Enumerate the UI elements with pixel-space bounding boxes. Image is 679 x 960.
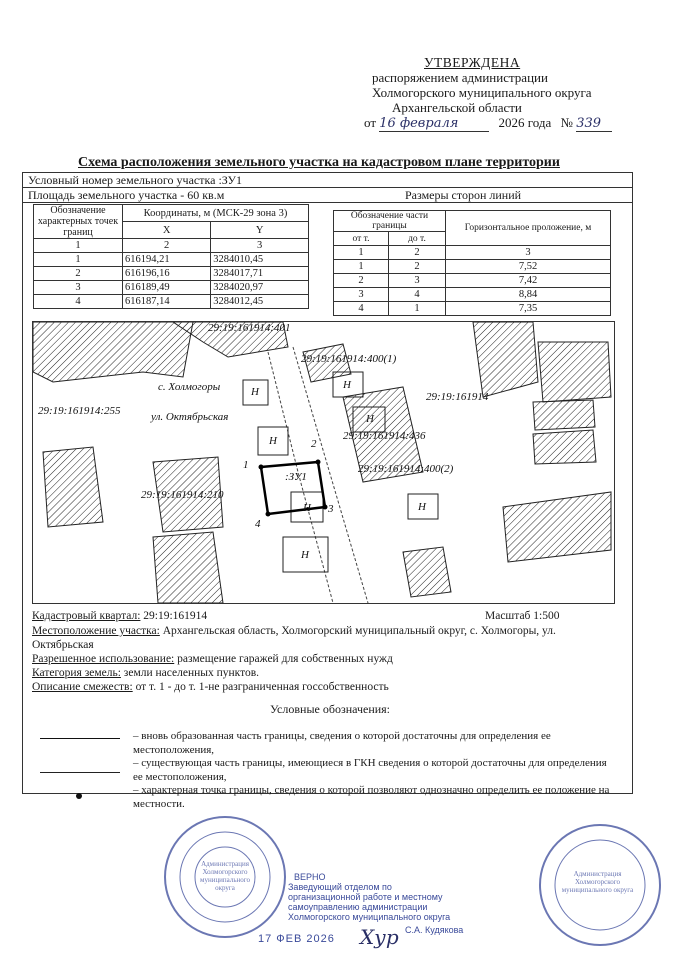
garage-label: Н xyxy=(303,502,311,514)
approval-block xyxy=(360,55,660,132)
legend-item-existing: – существующая часть границы, имеющиеся в ГКН сведения о которой достаточны для определения ее местоположения, xyxy=(133,757,607,783)
parcel-right-shape xyxy=(473,322,538,397)
legend-existing-boundary-line xyxy=(40,772,120,773)
sides-from: 4 xyxy=(334,302,389,316)
sides-header-length: Горизонтальное проложение, м xyxy=(446,211,611,246)
quarter-value: 29:19:161914 xyxy=(143,610,208,622)
approval-line2: Холмогорского муниципального округа xyxy=(372,85,592,100)
parcel-right3-shape xyxy=(533,400,595,430)
coords-point: 2 xyxy=(34,267,123,281)
coords-x: 616187,14 xyxy=(123,295,211,309)
point-1-marker xyxy=(259,465,264,470)
parcel-255-shape xyxy=(33,322,193,382)
point-4-label: 4 xyxy=(255,518,261,530)
sides-from: 2 xyxy=(334,274,389,288)
use-value: размещение гаражей для собственных нужд xyxy=(177,653,393,665)
coords-idx-2: 2 xyxy=(123,239,211,253)
seal-left-text: Администрация Холмогорского муниципального округа xyxy=(200,860,250,892)
coords-point: 4 xyxy=(34,295,123,309)
table-row xyxy=(34,295,309,309)
sides-header-from: от т. xyxy=(334,232,389,246)
certification-stamp xyxy=(288,872,488,922)
location-label: Местоположение участка: xyxy=(32,625,160,637)
point-1-label: 1 xyxy=(243,459,249,471)
category-value: земли населенных пунктов. xyxy=(123,667,260,679)
table-row xyxy=(34,267,309,281)
coords-header-coords: Координаты, м (МСК-29 зона 3) xyxy=(123,205,309,222)
garage-label: Н xyxy=(418,501,426,513)
garage-label: Н xyxy=(269,435,277,447)
sides-from: 3 xyxy=(334,288,389,302)
sides-to: 1 xyxy=(388,302,445,316)
point-2-label: 2 xyxy=(311,438,317,450)
table-row xyxy=(334,288,611,302)
stamp-line2: организационной работе и местному xyxy=(288,892,443,902)
sides-length: 7,42 xyxy=(446,274,611,288)
approval-line1: распоряжением администрации xyxy=(372,70,548,85)
sides-idx-1: 1 xyxy=(334,246,389,260)
sides-idx-2: 2 xyxy=(388,246,445,260)
stamp-line4: Холмогорского муниципального округа xyxy=(288,912,451,922)
legend-new-boundary-line xyxy=(40,738,120,739)
sides-length: 7,52 xyxy=(446,260,611,274)
coords-y: 3284012,45 xyxy=(211,295,309,309)
stamp-line3: самоуправлению администрации xyxy=(288,902,428,912)
stamp-signer: С.А. Кудякова xyxy=(405,925,464,935)
coords-header-y: Y xyxy=(211,222,309,239)
sides-from: 1 xyxy=(334,260,389,274)
approval-date-line xyxy=(364,115,660,132)
label-401: 29:19:161914:401 xyxy=(208,322,291,334)
approval-date-prefix: от xyxy=(364,115,377,130)
stamp-verno: ВЕРНО xyxy=(294,872,326,882)
garage-label: Н xyxy=(343,379,351,391)
adjacency-value: от т. 1 - до т. 1-не разграниченная госсобственность xyxy=(135,681,389,693)
coords-header-point: Обозначение характерных точек границ xyxy=(34,205,123,239)
cond-number: Условный номер земельного участка :ЗУ1 xyxy=(28,173,242,187)
coords-y: 3284010,45 xyxy=(211,253,309,267)
approval-number-label: № xyxy=(560,115,573,130)
sides-length: 8,84 xyxy=(446,288,611,302)
sides-to: 2 xyxy=(388,260,445,274)
point-2-marker xyxy=(316,460,321,465)
coords-header-x: X xyxy=(123,222,211,239)
approval-line3: Архангельской области xyxy=(392,100,522,115)
legend-item-point: – характерная точка границы, сведения о которой позволяют однозначно определить ее положение на местности. xyxy=(133,784,610,810)
sides-to: 4 xyxy=(388,288,445,302)
parcel-255-lower-shape xyxy=(43,447,103,527)
coords-y: 3284020,97 xyxy=(211,281,309,295)
category-line xyxy=(32,666,259,680)
parcel-210-strip-shape xyxy=(153,532,223,603)
approval-date-handwritten: 16 февраля xyxy=(379,116,489,132)
table-row xyxy=(34,281,309,295)
stamp-line1: Заведующий отделом по xyxy=(288,882,392,892)
seal-right-text: Администрация Холмогорского муниципального округа xyxy=(561,870,634,894)
garage-label: Н xyxy=(251,386,259,398)
stamp-date: 17 ФЕВ 2026 xyxy=(258,933,335,945)
sides-to: 3 xyxy=(388,274,445,288)
point-4-marker xyxy=(266,512,271,517)
approval-title: УТВЕРЖДЕНА xyxy=(424,55,521,70)
label-street: ул. Октябрьская xyxy=(151,411,229,423)
label-zu1: :ЗУ1 xyxy=(285,471,307,483)
category-label: Категория земель: xyxy=(32,667,121,679)
parcel-right5-shape xyxy=(503,492,611,562)
coords-x: 616189,49 xyxy=(123,281,211,295)
quarter-label: Кадастровый квартал: xyxy=(32,610,141,622)
label-400-2: 29:19:161914:400(2) xyxy=(358,463,454,475)
approval-year: 2026 года xyxy=(498,115,552,130)
legend-point-marker xyxy=(76,793,82,799)
label-quarter: 29:19:161914 xyxy=(426,391,489,403)
use-label: Разрешенное использование: xyxy=(32,653,175,665)
label-436: 29:19:161914:436 xyxy=(343,430,426,442)
sides-header-to: до т. xyxy=(388,232,445,246)
table-row xyxy=(334,274,611,288)
sides-header-part: Обозначение части границы xyxy=(334,211,446,232)
parcel-right4-shape xyxy=(533,430,596,464)
table-row xyxy=(334,302,611,316)
use-line xyxy=(32,652,393,666)
signature: Хур xyxy=(360,925,399,949)
point-3-marker xyxy=(323,505,328,510)
approval-number-handwritten: 339 xyxy=(576,116,612,132)
coords-x: 616196,16 xyxy=(123,267,211,281)
cadastral-map xyxy=(32,321,615,604)
label-village: с. Холмогоры xyxy=(158,381,221,393)
location-line xyxy=(32,624,612,652)
document-title: Схема расположения земельного участка на кадастровом плане территории xyxy=(78,155,560,170)
coordinates-table xyxy=(33,204,309,309)
coords-point: 1 xyxy=(34,253,123,267)
legend-item-new: – вновь образованная часть границы, сведения о которой достаточны для определения ее местоположения, xyxy=(133,730,551,756)
area-text: Площадь земельного участка - 60 кв.м xyxy=(28,188,225,202)
scale-text: Масштаб 1:500 xyxy=(485,610,560,622)
zu1-parcel-shape xyxy=(261,462,325,514)
table-row xyxy=(34,253,309,267)
adjacency-label: Описание смежеств: xyxy=(32,681,133,693)
sides-title: Размеры сторон линий xyxy=(405,188,522,202)
label-400-1: 29:19:161914:400(1) xyxy=(301,353,397,365)
table-row xyxy=(334,260,611,274)
location-value: Архангельская область, Холмогорский муниципальный округ, с. Холмогоры, ул. Октябрьская xyxy=(32,625,556,651)
parcel-400-2-shape xyxy=(403,547,451,597)
legend-title: Условные обозначения: xyxy=(270,702,391,716)
garage-label: Н xyxy=(366,413,374,425)
coords-idx-1: 1 xyxy=(34,239,123,253)
point-3-label: 3 xyxy=(328,503,334,515)
map-drawing xyxy=(33,322,614,603)
label-255: 29:19:161914:255 xyxy=(38,405,121,417)
sides-idx-3: 3 xyxy=(446,246,611,260)
label-210: 29:19:161914:210 xyxy=(141,489,224,501)
adjacency-line xyxy=(32,680,389,694)
coords-y: 3284017,71 xyxy=(211,267,309,281)
sides-table xyxy=(333,210,611,316)
parcel-right2-shape xyxy=(538,342,611,402)
coords-x: 616194,21 xyxy=(123,253,211,267)
sides-length: 7,35 xyxy=(446,302,611,316)
coords-point: 3 xyxy=(34,281,123,295)
garage-label: Н xyxy=(301,549,309,561)
coords-idx-3: 3 xyxy=(211,239,309,253)
quarter-line xyxy=(32,609,207,623)
